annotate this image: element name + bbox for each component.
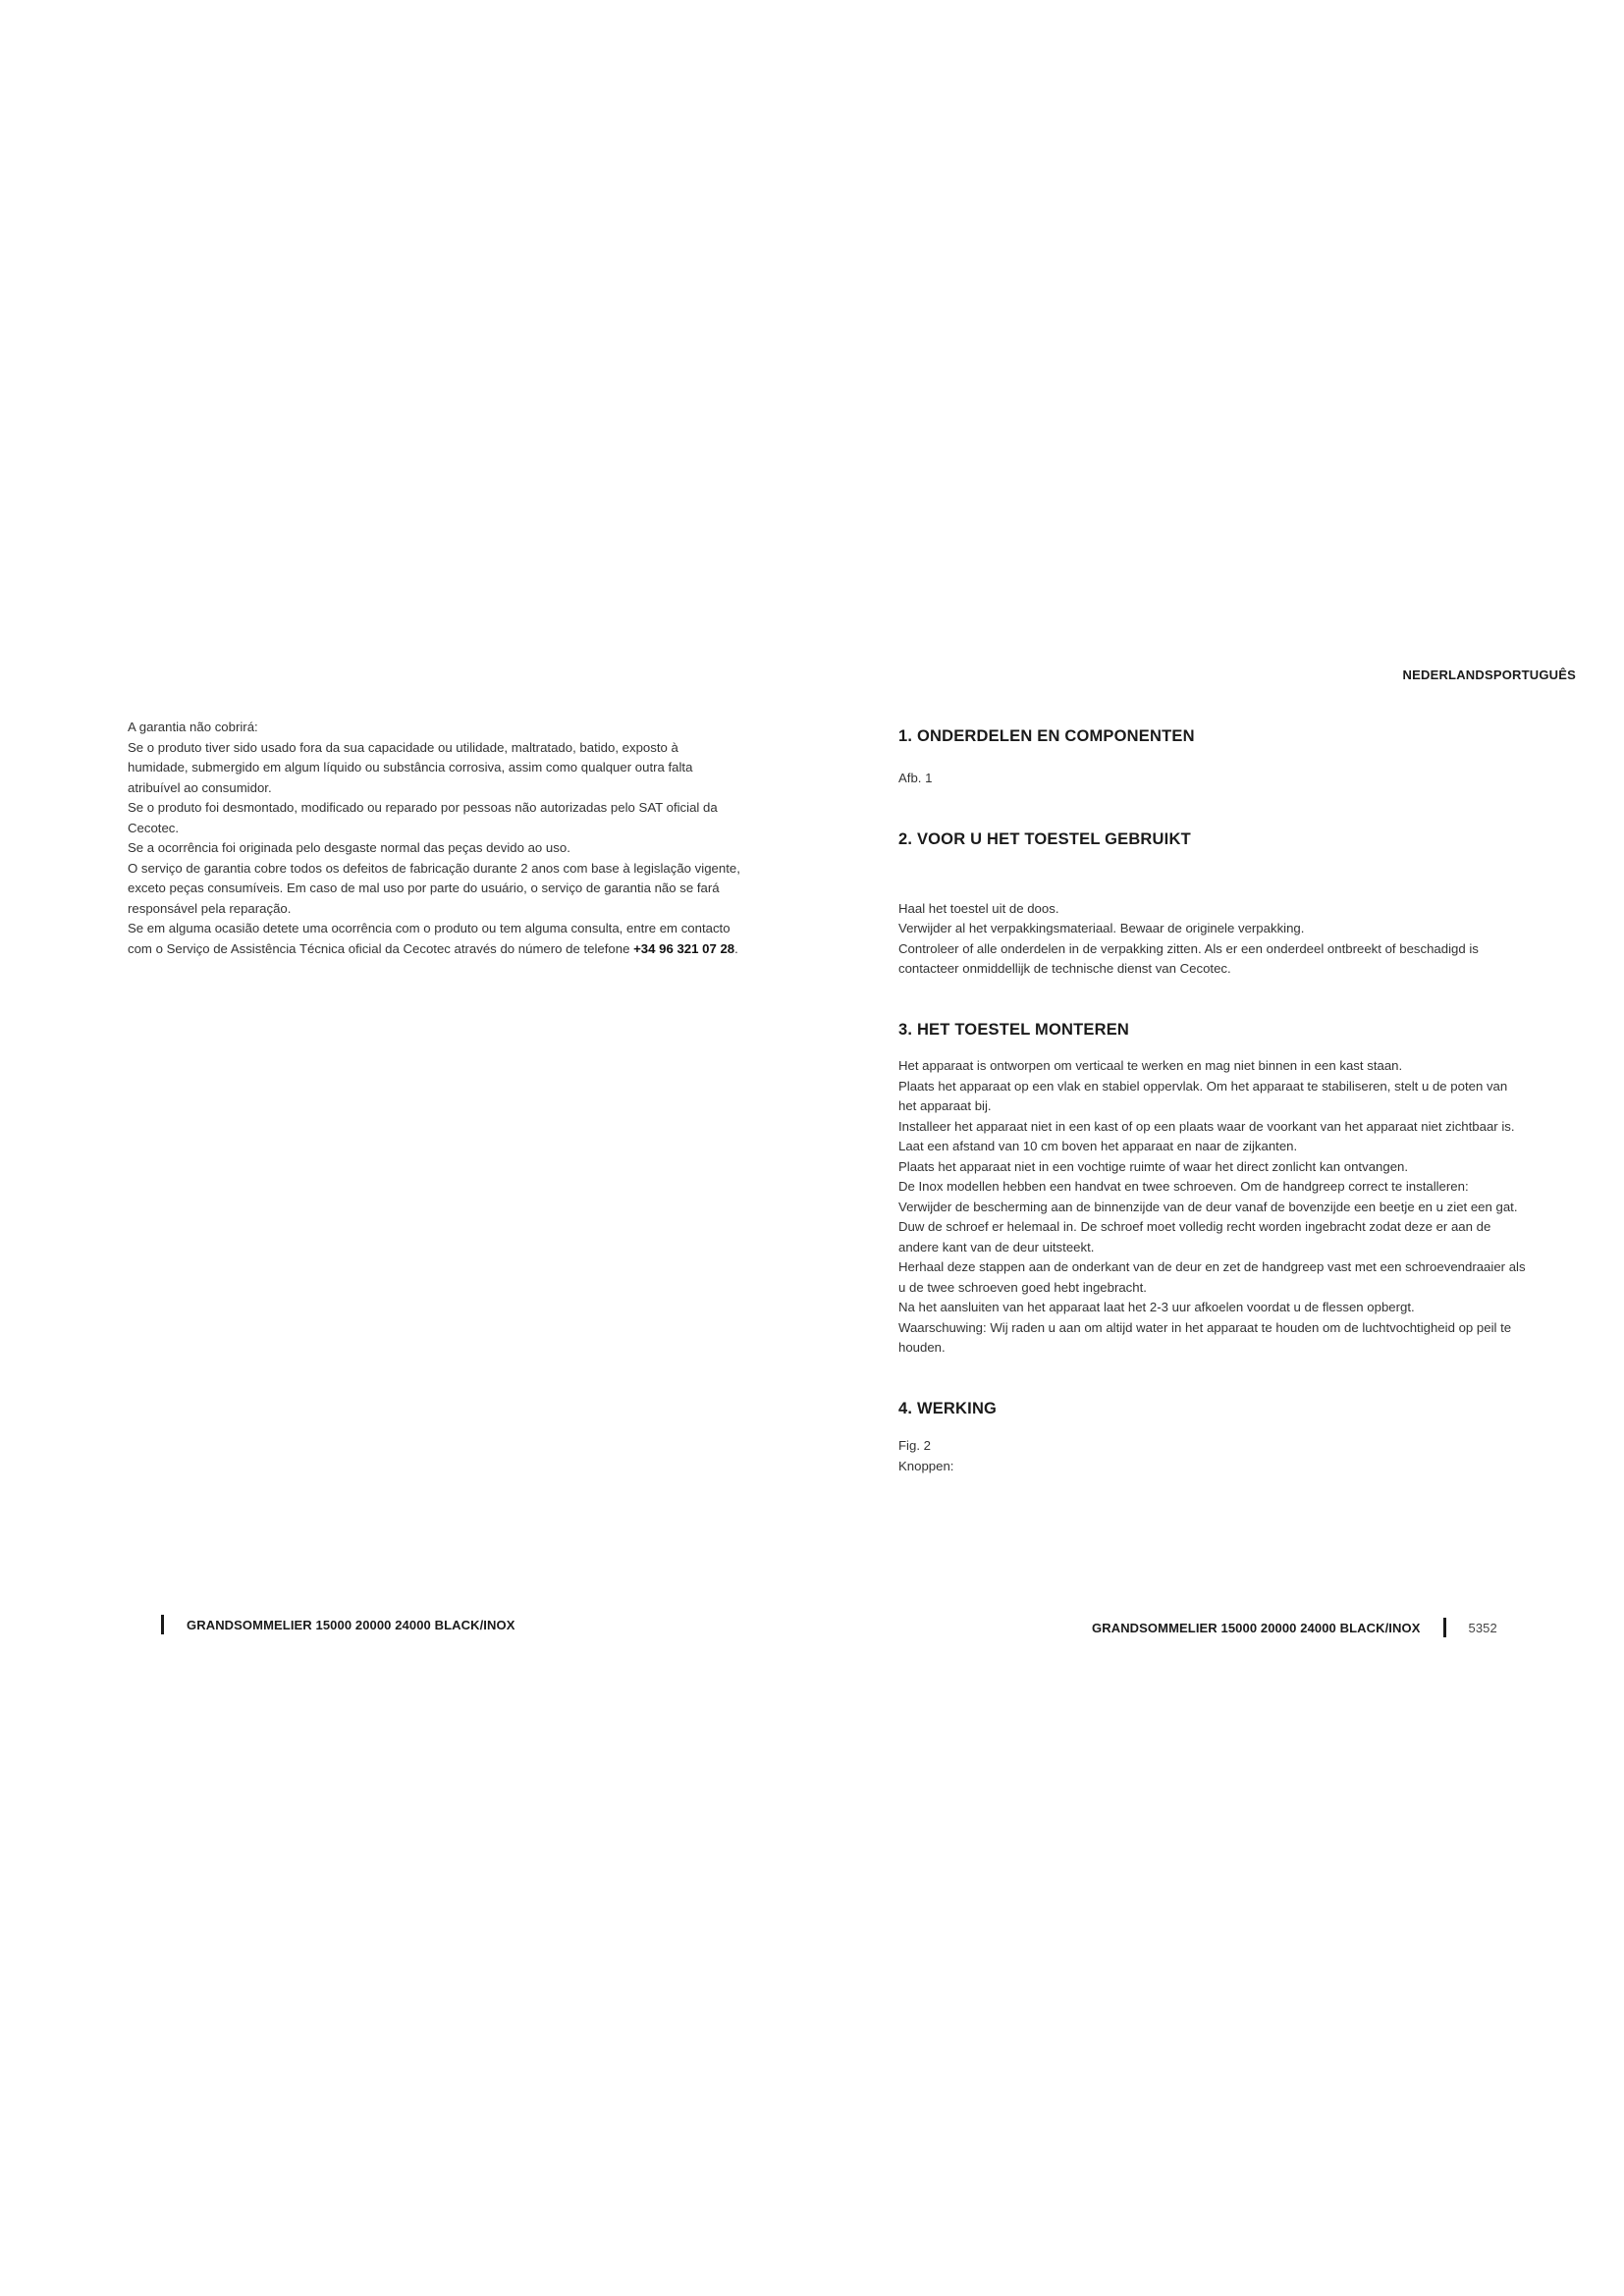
assembly-line: De Inox modellen hebben een handvat en twee schroeven. Om de handgreep correct te installeren: [898, 1179, 1469, 1194]
warranty-intro: A garantia não cobrirá: [128, 720, 258, 734]
before-use-line: Controleer of alle onderdelen in de verpakking zitten. Als er een onderdeel ontbreekt of beschadigd is contacteer onmiddellijk de technische dienst van Cecotec. [898, 940, 1479, 976]
contact-period: . [734, 940, 738, 956]
language-label-pt: PORTUGUÊS [1492, 667, 1576, 682]
before-use-line: Verwijder al het verpakkingsmateriaal. Bewaar de originele verpakking. [898, 921, 1305, 935]
contact-text: Se em alguma ocasião detete uma ocorrência com o produto ou tem alguma consulta, entre em contacto com o Serviço de Assistência Técnica oficial da Cecotec através do número de telefone [128, 921, 731, 956]
warranty-line: Se o produto tiver sido usado fora da sua capacidade ou utilidade, maltratado, batido, exposto à humidade, submergido em algum líquido ou substância corrosiva, assim como qualquer outra falta atribuível ao consumidor. [128, 739, 693, 795]
assembly-line: Duw de schroef er helemaal in. De schroef moet volledig recht worden ingebracht zodat deze er aan de andere kant van de deur uitsteekt. [898, 1219, 1491, 1255]
warranty-contact [128, 919, 741, 959]
assembly-line: Plaats het apparaat niet in een vochtige ruimte of waar het direct zonlicht kan ontvangen. [898, 1158, 1409, 1174]
language-label-nl: NEDERLANDS [1402, 667, 1493, 682]
warranty-line: Se o produto foi desmontado, modificado ou reparado por pessoas não autorizadas pelo SAT oficial da Cecotec. [128, 800, 718, 835]
assembly-line: Herhaal deze stappen aan de onderkant van de deur en zet de handgreep vast met een schroevendraaier als u de twee schroeven goed hebt ingebracht. [898, 1259, 1526, 1295]
footer-model-name: GRANDSOMMELIER 15000 20000 24000 BLACK/INOX [187, 1618, 515, 1632]
warranty-line: Se a ocorrência foi originada pelo desgaste normal das peças devido ao uso. [128, 840, 570, 855]
assembly-line: Installeer het apparaat niet in een kast of op een plaats waar de voorkant van het apparaat niet zichtbaar is. [898, 1118, 1515, 1134]
footer-left [165, 1618, 514, 1632]
warranty-line: O serviço de garantia cobre todos os defeitos de fabricação durante 2 anos com base à legislação vigente, exceto peças consumíveis. Em caso de mal uso por parte do usuário, o serviço de garantia não se fará responsável pela reparação. [128, 860, 740, 916]
assembly-line: Plaats het apparaat op een vlak en stabiel oppervlak. Om het apparaat te stabiliseren, stelt u de poten van het apparaat bij. [898, 1078, 1508, 1113]
section-title-components: 1. ONDERDELEN EN COMPONENTEN [898, 727, 1195, 745]
section-title-before-use: 2. VOOR U HET TOESTEL GEBRUIKT [898, 830, 1191, 848]
figure-label: Fig. 2 [898, 1438, 931, 1453]
language-header [1276, 667, 1576, 682]
buttons-label: Knoppen: [898, 1458, 954, 1473]
footer-model-name: GRANDSOMMELIER 15000 20000 24000 BLACK/INOX [1092, 1620, 1421, 1635]
page-numbers: 5352 [1468, 1620, 1497, 1635]
figure-label: Afb. 1 [898, 770, 933, 785]
phone-number: +34 96 321 07 28 [633, 940, 735, 956]
section-title-operation: 4. WERKING [898, 1399, 998, 1417]
assembly-line: Laat een afstand van 10 cm boven het apparaat en naar de zijkanten. [898, 1139, 1298, 1153]
warranty-column [128, 718, 741, 959]
before-use-line: Haal het toestel uit de doos. [898, 900, 1059, 916]
assembly-line: Het apparaat is ontworpen om verticaal te werken en mag niet binnen in een kast staan. [898, 1058, 1403, 1073]
footer-right [1092, 1618, 1497, 1637]
manual-column [898, 726, 1527, 1476]
assembly-line: Verwijder de bescherming aan de binnenzijde van de deur vanaf de bovenzijde een beetje en u ziet een gat. [898, 1199, 1518, 1214]
section-title-assembly: 3. HET TOESTEL MONTEREN [898, 1020, 1130, 1039]
footer-divider [1443, 1618, 1446, 1637]
footer-divider [161, 1615, 164, 1634]
assembly-line: Waarschuwing: Wij raden u aan om altijd water in het apparaat te houden om de luchtvochtigheid op peil te houden. [898, 1319, 1512, 1355]
assembly-line: Na het aansluiten van het apparaat laat het 2-3 uur afkoelen voordat u de flessen opbergt. [898, 1300, 1415, 1314]
